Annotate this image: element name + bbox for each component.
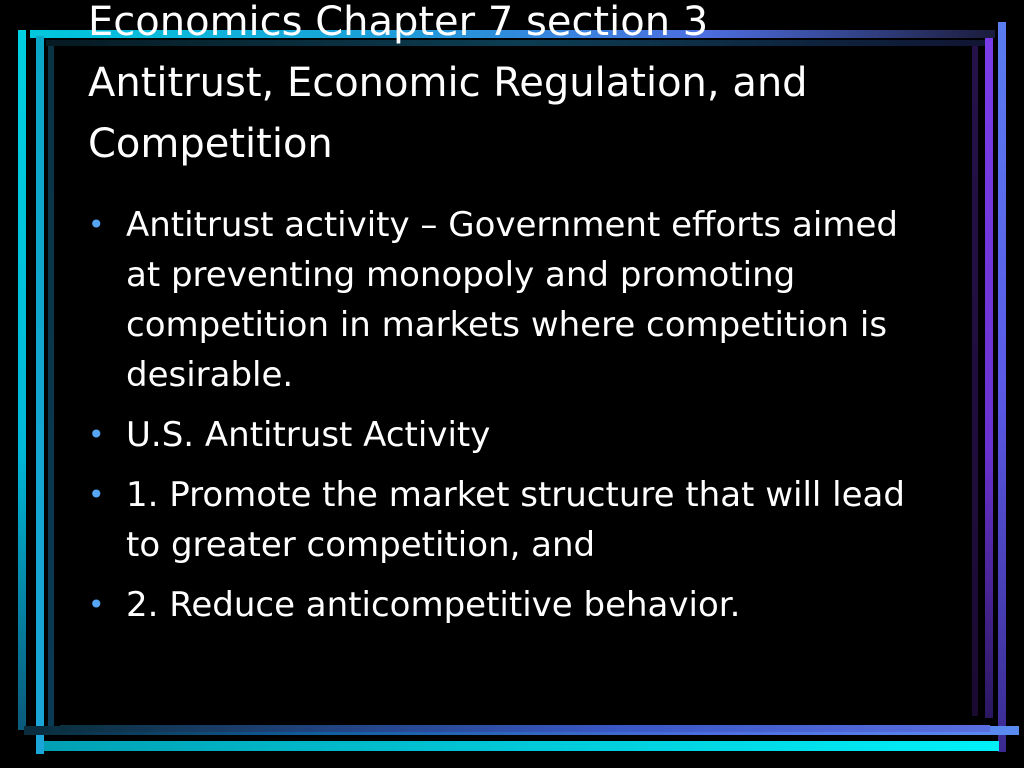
left-decorative-bar bbox=[18, 30, 26, 730]
bullet-text: 1. Promote the market structure that will lead to greater competition, and bbox=[126, 475, 905, 565]
bullet-item bbox=[88, 580, 938, 630]
right-inner-decorative-bar bbox=[972, 46, 978, 716]
bottom-outer-decorative-bar bbox=[44, 741, 999, 751]
bullet-icon: • bbox=[88, 208, 105, 241]
bullet-text: U.S. Antitrust Activity bbox=[126, 415, 491, 455]
bullet-item bbox=[88, 470, 938, 570]
bullet-item bbox=[88, 200, 938, 400]
title-line: Antitrust, Economic Regulation, and bbox=[88, 60, 808, 106]
bullet-item bbox=[88, 410, 938, 460]
left-inner-decorative-bar bbox=[48, 46, 54, 726]
bullet-icon: • bbox=[88, 478, 105, 511]
left-mid-decorative-bar bbox=[36, 36, 44, 754]
bullet-text: 2. Reduce anticompetitive behavior. bbox=[126, 585, 741, 625]
bullet-icon: • bbox=[88, 588, 105, 621]
slide-title bbox=[88, 0, 948, 175]
title-line: Economics Chapter 7 section 3 bbox=[88, 0, 709, 45]
bottom-inner-decorative-bar bbox=[60, 725, 990, 732]
title-line: Competition bbox=[88, 121, 333, 167]
right-mid-decorative-bar bbox=[985, 38, 993, 718]
bullet-list bbox=[88, 200, 938, 640]
right-decorative-bar bbox=[998, 22, 1006, 752]
bullet-icon: • bbox=[88, 418, 105, 451]
bullet-text: Antitrust activity – Government efforts aimed at preventing monopoly and promoting competition in markets where competition is desirable. bbox=[126, 205, 898, 395]
